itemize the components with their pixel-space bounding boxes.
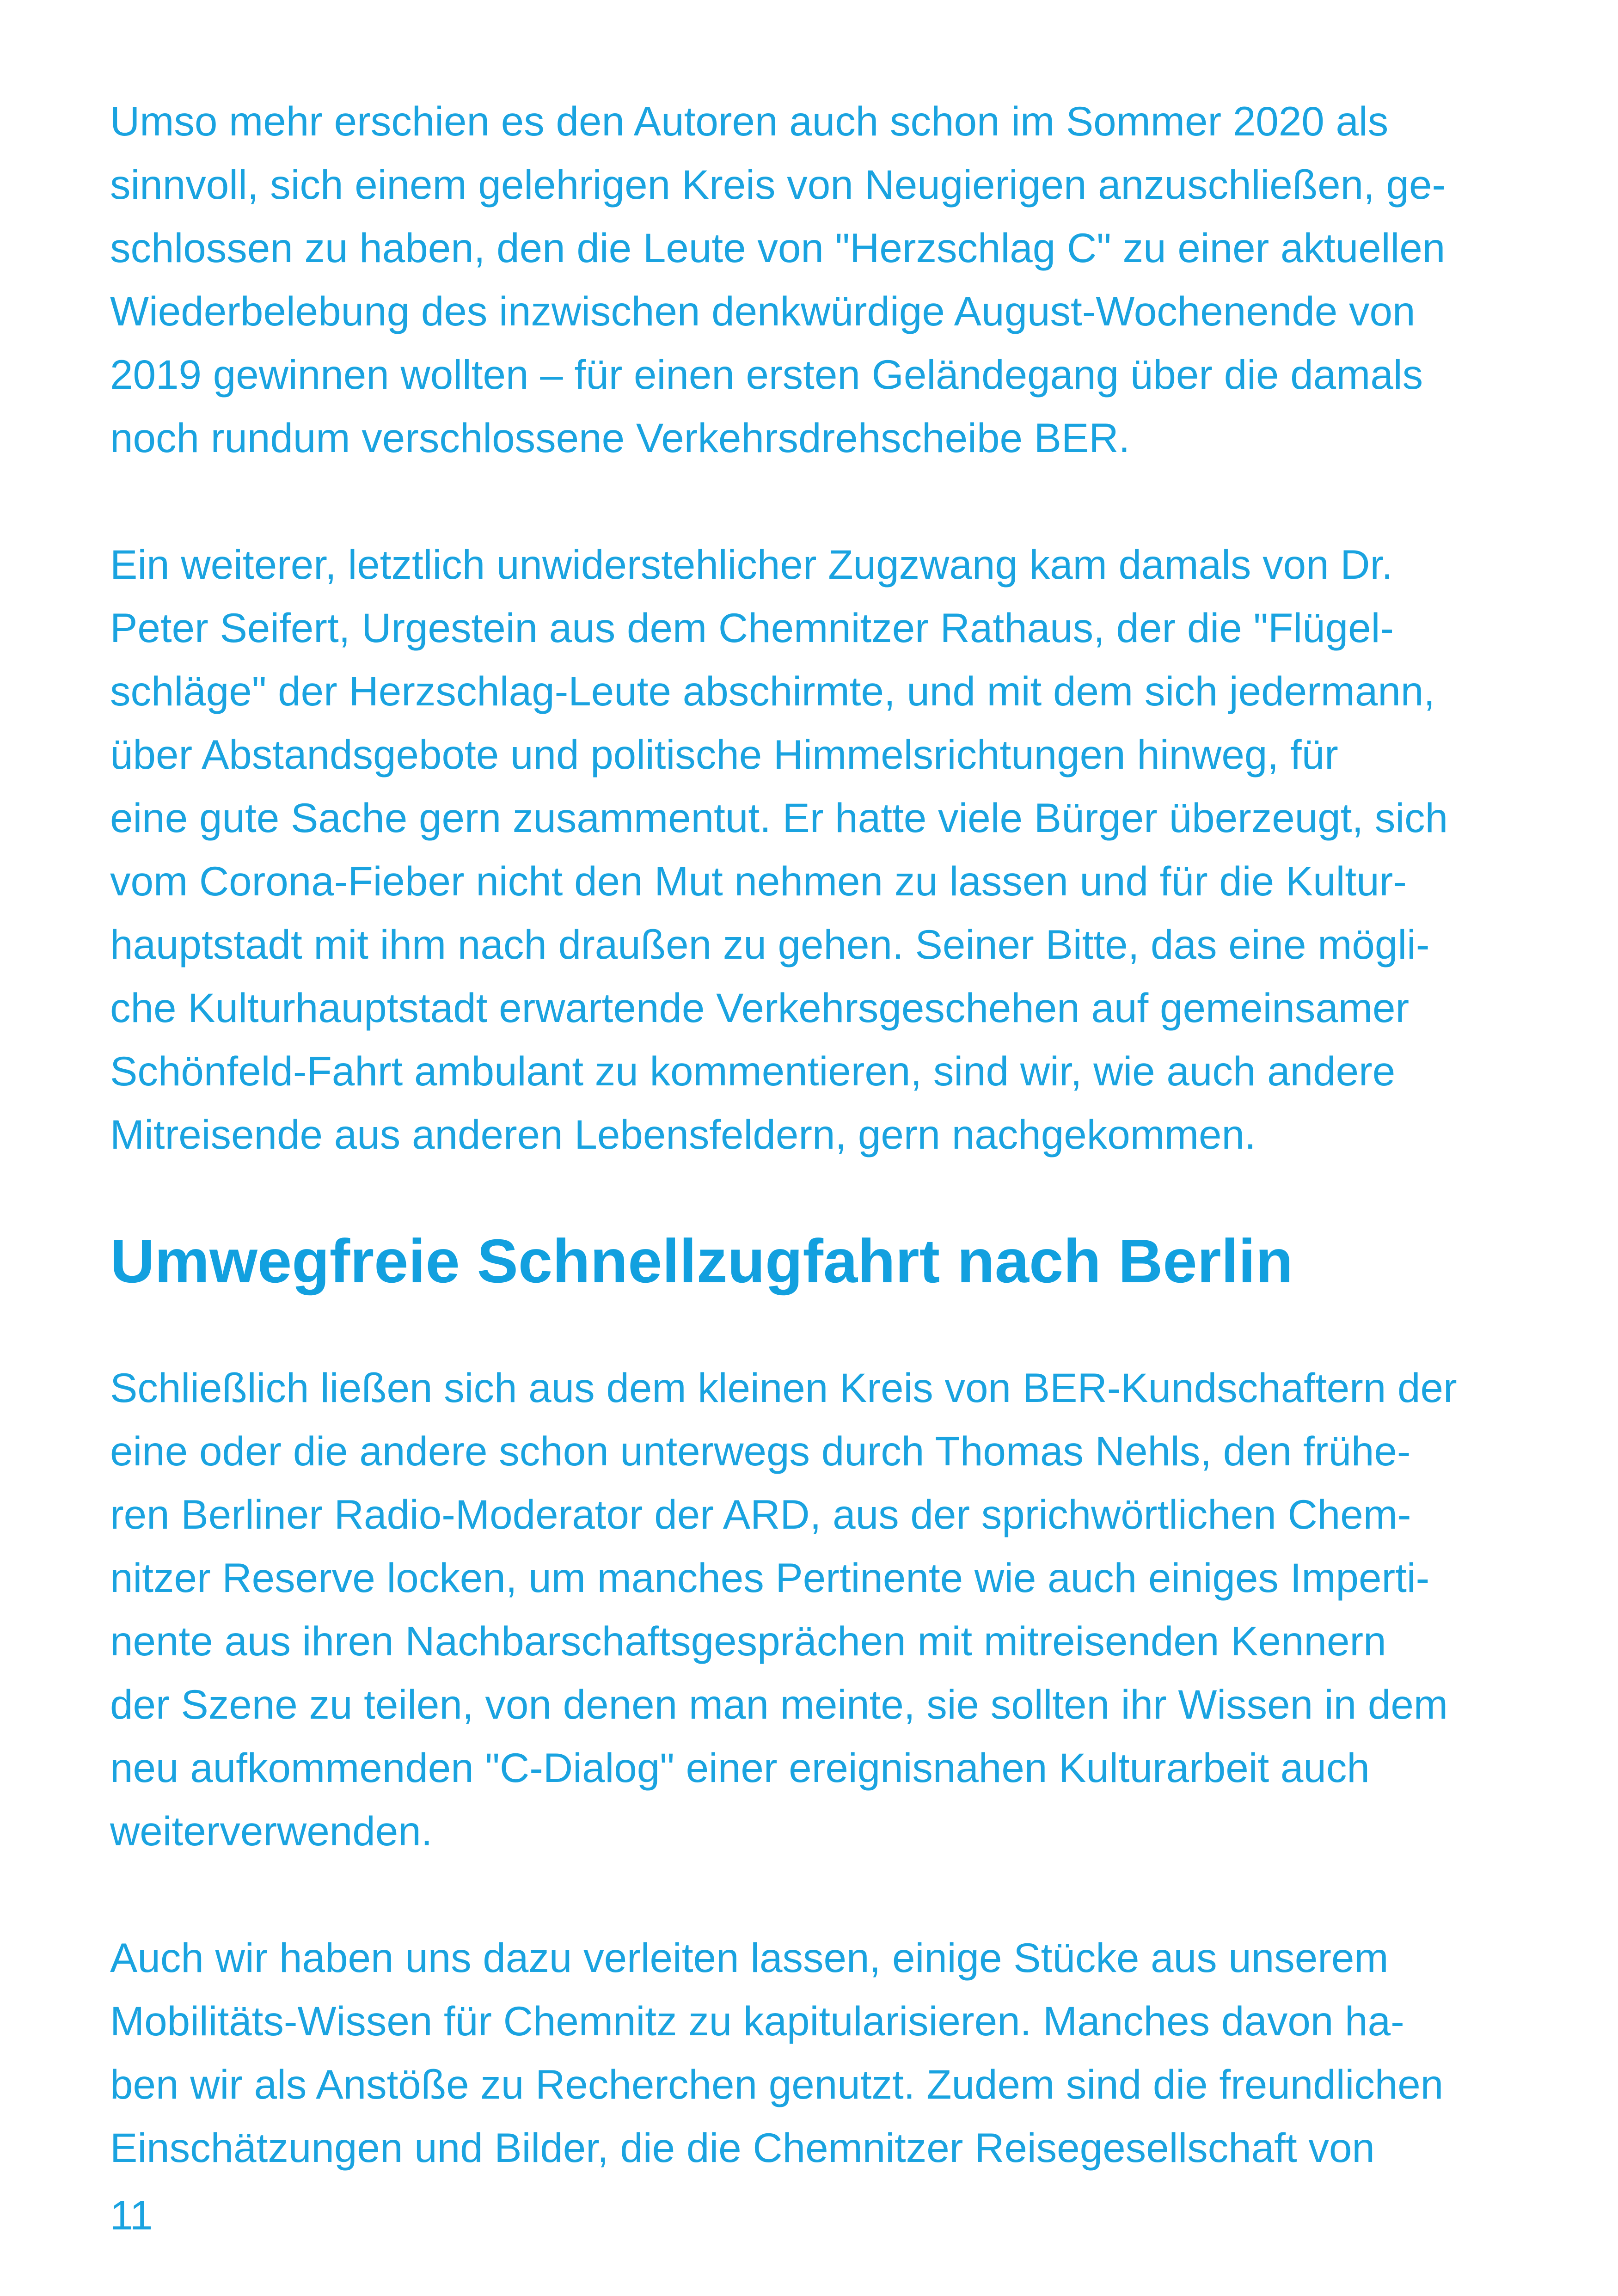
- text-line: noch rundum verschlossene Verkehrsdrehscheibe BER.: [110, 415, 1130, 461]
- text-line: Mitreisende aus anderen Lebensfeldern, gern nachgekommen.: [110, 1111, 1256, 1157]
- text-line: schlossen zu haben, den die Leute von "Herzschlag C" zu einer aktuellen: [110, 225, 1446, 271]
- text-line: über Abstandsgebote und politische Himmelsrichtungen hinweg, für: [110, 731, 1338, 778]
- text-line: ren Berliner Radio-Moderator der ARD, aus der sprichwörtlichen Chem-: [110, 1491, 1411, 1537]
- page-number: 11: [110, 2192, 153, 2238]
- text-line: weiterverwenden.: [110, 1808, 433, 1854]
- paragraph-3: [110, 1356, 1520, 1863]
- text-line: eine gute Sache gern zusammentut. Er hatte viele Bürger überzeugt, sich: [110, 795, 1448, 841]
- text-line: der Szene zu teilen, von denen man meinte, sie sollten ihr Wissen in dem: [110, 1681, 1448, 1727]
- paragraph-spacer: [110, 1863, 1520, 1926]
- text-line: nitzer Reserve locken, um manches Pertinente wie auch einiges Imperti-: [110, 1555, 1430, 1601]
- text-line: Peter Seifert, Urgestein aus dem Chemnitzer Rathaus, der die "Flügel-: [110, 605, 1394, 651]
- text-line: Schönfeld-Fahrt ambulant zu kommentieren, sind wir, wie auch andere: [110, 1048, 1396, 1094]
- text-line: eine oder die andere schon unterwegs durch Thomas Nehls, den frühe-: [110, 1428, 1411, 1474]
- paragraph-2: [110, 533, 1520, 1166]
- paragraph-1: [110, 90, 1520, 470]
- text-line: schläge" der Herzschlag-Leute abschirmte, und mit dem sich jedermann,: [110, 668, 1435, 714]
- text-line: 2019 gewinnen wollten – für einen ersten Geländegang über die damals: [110, 351, 1423, 398]
- text-line: che Kulturhauptstadt erwartende Verkehrsgeschehen auf gemeinsamer: [110, 985, 1410, 1031]
- text-line: ben wir als Anstöße zu Recherchen genutzt. Zudem sind die freundlichen: [110, 2061, 1444, 2107]
- text-line: Einschätzungen und Bilder, die die Chemnitzer Reisegesellschaft von: [110, 2125, 1375, 2171]
- text-line: nente aus ihren Nachbarschaftsgesprächen mit mitreisenden Kennern: [110, 1618, 1386, 1664]
- text-line: Schließlich ließen sich aus dem kleinen Kreis von BER-Kundschaftern der: [110, 1365, 1457, 1411]
- body-text: [110, 90, 1520, 2180]
- paragraph-spacer: [110, 1293, 1520, 1356]
- section-heading: Umwegfreie Schnellzugfahrt nach Berlin: [110, 1227, 1293, 1296]
- paragraph-4: [110, 1926, 1520, 2180]
- text-line: vom Corona-Fieber nicht den Mut nehmen zu lassen und für die Kultur-: [110, 858, 1407, 904]
- text-line: Auch wir haben uns dazu verleiten lassen, einige Stücke aus unserem: [110, 1935, 1389, 1981]
- paragraph-spacer: [110, 470, 1520, 533]
- text-line: Ein weiterer, letztlich unwiderstehlicher Zugzwang kam damals von Dr.: [110, 541, 1393, 588]
- text-line: sinnvoll, sich einem gelehrigen Kreis von Neugierigen anzuschließen, ge-: [110, 161, 1446, 208]
- text-line: Umso mehr erschien es den Autoren auch schon im Sommer 2020 als: [110, 98, 1389, 144]
- text-line: Mobilitäts-Wissen für Chemnitz zu kapitularisieren. Manches davon ha-: [110, 1998, 1404, 2044]
- paragraph-spacer: [110, 1166, 1520, 1230]
- text-line: Wiederbelebung des inzwischen denkwürdige August-Wochenende von: [110, 288, 1416, 334]
- text-line: neu aufkommenden "C-Dialog" einer ereignisnahen Kulturarbeit auch: [110, 1745, 1370, 1791]
- text-line: hauptstadt mit ihm nach draußen zu gehen. Seiner Bitte, das eine mögli-: [110, 921, 1430, 967]
